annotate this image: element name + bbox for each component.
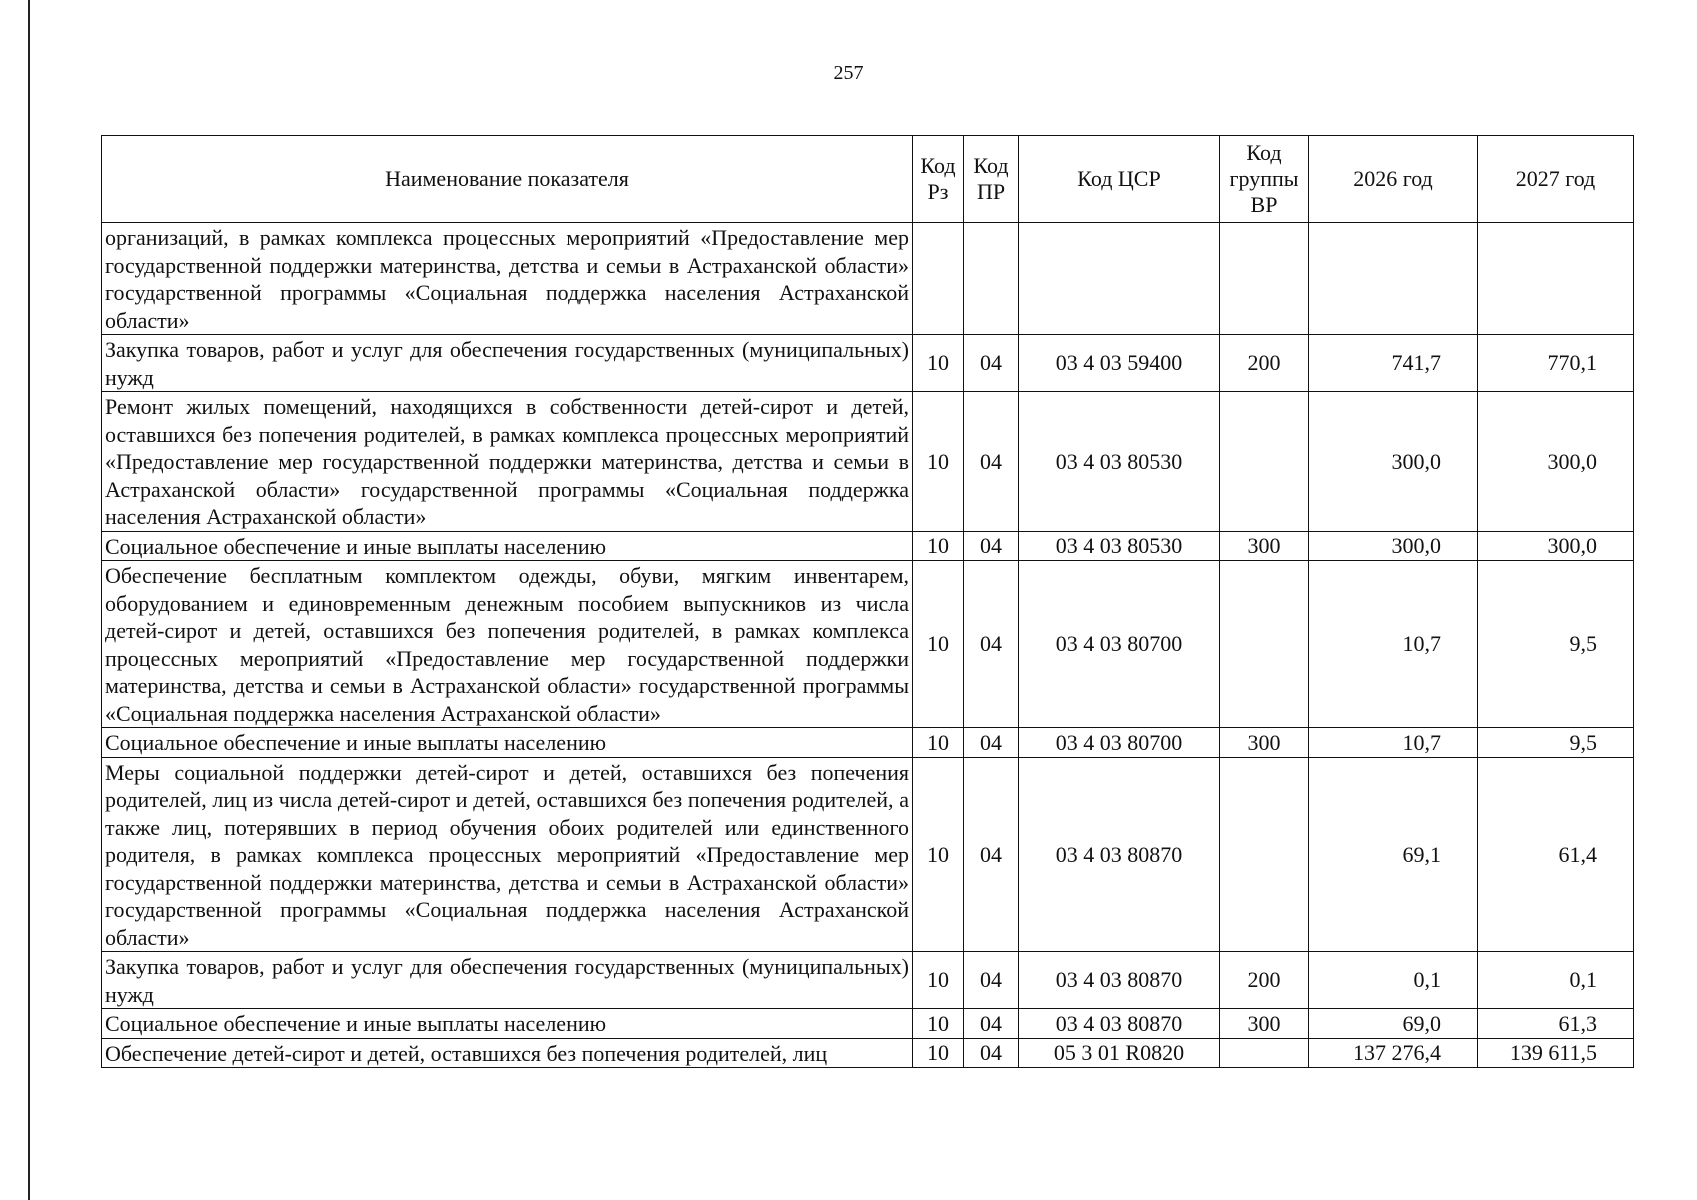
cell-2027: 9,5 xyxy=(1478,728,1634,758)
cell-2026: 69,1 xyxy=(1309,757,1478,952)
table-row xyxy=(102,392,1634,532)
budget-table xyxy=(101,135,1634,1068)
cell-csr: 03 4 03 80870 xyxy=(1019,952,1220,1009)
table-row xyxy=(102,335,1634,392)
cell-vr xyxy=(1220,392,1309,532)
cell-csr: 03 4 03 80700 xyxy=(1019,728,1220,758)
cell-2027: 0,1 xyxy=(1478,952,1634,1009)
cell-2027: 9,5 xyxy=(1478,561,1634,728)
cell-rz: 10 xyxy=(913,1038,964,1068)
cell-pr: 04 xyxy=(964,952,1019,1009)
cell-2027: 61,3 xyxy=(1478,1009,1634,1039)
cell-2027: 139 611,5 xyxy=(1478,1038,1634,1068)
header-vr: Код группы ВР xyxy=(1220,136,1309,223)
cell-pr: 04 xyxy=(964,728,1019,758)
cell-rz: 10 xyxy=(913,531,964,561)
cell-pr: 04 xyxy=(964,531,1019,561)
table-row xyxy=(102,728,1634,758)
cell-2026: 69,0 xyxy=(1309,1009,1478,1039)
cell-rz: 10 xyxy=(913,392,964,532)
table-header-row xyxy=(102,136,1634,223)
header-pr: Код ПР xyxy=(964,136,1019,223)
header-2026: 2026 год xyxy=(1309,136,1478,223)
cell-csr: 05 3 01 R0820 xyxy=(1019,1038,1220,1068)
cell-name: Закупка товаров, работ и услуг для обеспечения государственных (муниципальных) нужд xyxy=(102,335,913,392)
cell-vr: 200 xyxy=(1220,335,1309,392)
cell-vr xyxy=(1220,1038,1309,1068)
cell-name: Социальное обеспечение и иные выплаты населению xyxy=(102,531,913,561)
cell-rz: 10 xyxy=(913,952,964,1009)
header-2027: 2027 год xyxy=(1478,136,1634,223)
cell-rz: 10 xyxy=(913,757,964,952)
cell-2026: 741,7 xyxy=(1309,335,1478,392)
cell-rz: 10 xyxy=(913,561,964,728)
cell-pr: 04 xyxy=(964,757,1019,952)
table-row xyxy=(102,1038,1634,1068)
cell-csr: 03 4 03 80530 xyxy=(1019,531,1220,561)
header-rz: Код Рз xyxy=(913,136,964,223)
cell-name: Социальное обеспечение и иные выплаты населению xyxy=(102,1009,913,1039)
cell-vr: 300 xyxy=(1220,531,1309,561)
cell-csr: 03 4 03 80870 xyxy=(1019,1009,1220,1039)
header-name: Наименование показателя xyxy=(102,136,913,223)
cell-2026: 10,7 xyxy=(1309,728,1478,758)
cell-2027: 61,4 xyxy=(1478,757,1634,952)
cell-pr: 04 xyxy=(964,335,1019,392)
cell-2026 xyxy=(1309,223,1478,335)
cell-2027: 300,0 xyxy=(1478,392,1634,532)
cell-vr: 200 xyxy=(1220,952,1309,1009)
cell-2027 xyxy=(1478,223,1634,335)
cell-name: Ремонт жилых помещений, находящихся в собственности детей-сирот и детей, оставшихся без попечения родителей, в рамках комплекса процессных мероприятий «Предоставление мер государственной поддержки материнства, детства и семьи в Астраханской области» государственной программы «Социальная поддержка населения Астраханской области» xyxy=(102,392,913,532)
cell-csr xyxy=(1019,223,1220,335)
cell-2026: 300,0 xyxy=(1309,392,1478,532)
cell-pr: 04 xyxy=(964,392,1019,532)
cell-vr xyxy=(1220,561,1309,728)
cell-2026: 10,7 xyxy=(1309,561,1478,728)
cell-rz: 10 xyxy=(913,335,964,392)
cell-2027: 770,1 xyxy=(1478,335,1634,392)
table-row xyxy=(102,223,1634,335)
cell-csr: 03 4 03 80700 xyxy=(1019,561,1220,728)
cell-vr xyxy=(1220,223,1309,335)
table-row xyxy=(102,952,1634,1009)
table-row xyxy=(102,531,1634,561)
cell-vr: 300 xyxy=(1220,1009,1309,1039)
cell-name: Социальное обеспечение и иные выплаты населению xyxy=(102,728,913,758)
cell-rz: 10 xyxy=(913,728,964,758)
cell-csr: 03 4 03 80530 xyxy=(1019,392,1220,532)
cell-pr xyxy=(964,223,1019,335)
cell-name: Меры социальной поддержки детей-сирот и детей, оставшихся без попечения родителей, лиц из числа детей-сирот и детей, оставшихся без попечения родителей, а также лиц, потерявших в период обучения обоих родителей или единственного родителя, в рамках комплекса процессных мероприятий «Предоставление мер государственной поддержки материнства, детства и семьи в Астраханской области» государственной программы «Социальная поддержка населения Астраханской области» xyxy=(102,757,913,952)
table-row xyxy=(102,561,1634,728)
cell-csr: 03 4 03 80870 xyxy=(1019,757,1220,952)
cell-name: Обеспечение детей-сирот и детей, оставшихся без попечения родителей, лиц xyxy=(102,1038,913,1068)
cell-pr: 04 xyxy=(964,1038,1019,1068)
cell-pr: 04 xyxy=(964,1009,1019,1039)
table-row xyxy=(102,757,1634,952)
cell-name: организаций, в рамках комплекса процессных мероприятий «Предоставление мер государственной поддержки материнства, детства и семьи в Астраханской области» государственной программы «Социальная поддержка населения Астраханской области» xyxy=(102,223,913,335)
header-csr: Код ЦСР xyxy=(1019,136,1220,223)
cell-rz: 10 xyxy=(913,1009,964,1039)
cell-pr: 04 xyxy=(964,561,1019,728)
cell-name: Обеспечение бесплатным комплектом одежды, обуви, мягким инвентарем, оборудованием и единовременным денежным пособием выпускников из числа детей-сирот и детей, оставшихся без попечения родителей, в рамках комплекса процессных мероприятий «Предоставление мер государственной поддержки материнства, детства и семьи в Астраханской области» государственной программы «Социальная поддержка населения Астраханской области» xyxy=(102,561,913,728)
cell-vr xyxy=(1220,757,1309,952)
cell-2026: 300,0 xyxy=(1309,531,1478,561)
cell-csr: 03 4 03 59400 xyxy=(1019,335,1220,392)
cell-rz xyxy=(913,223,964,335)
binding-edge-line xyxy=(28,0,30,1200)
cell-2027: 300,0 xyxy=(1478,531,1634,561)
table-row xyxy=(102,1009,1634,1039)
cell-2026: 0,1 xyxy=(1309,952,1478,1009)
cell-2026: 137 276,4 xyxy=(1309,1038,1478,1068)
cell-vr: 300 xyxy=(1220,728,1309,758)
page-number: 257 xyxy=(833,62,864,84)
cell-name: Закупка товаров, работ и услуг для обеспечения государственных (муниципальных) нужд xyxy=(102,952,913,1009)
